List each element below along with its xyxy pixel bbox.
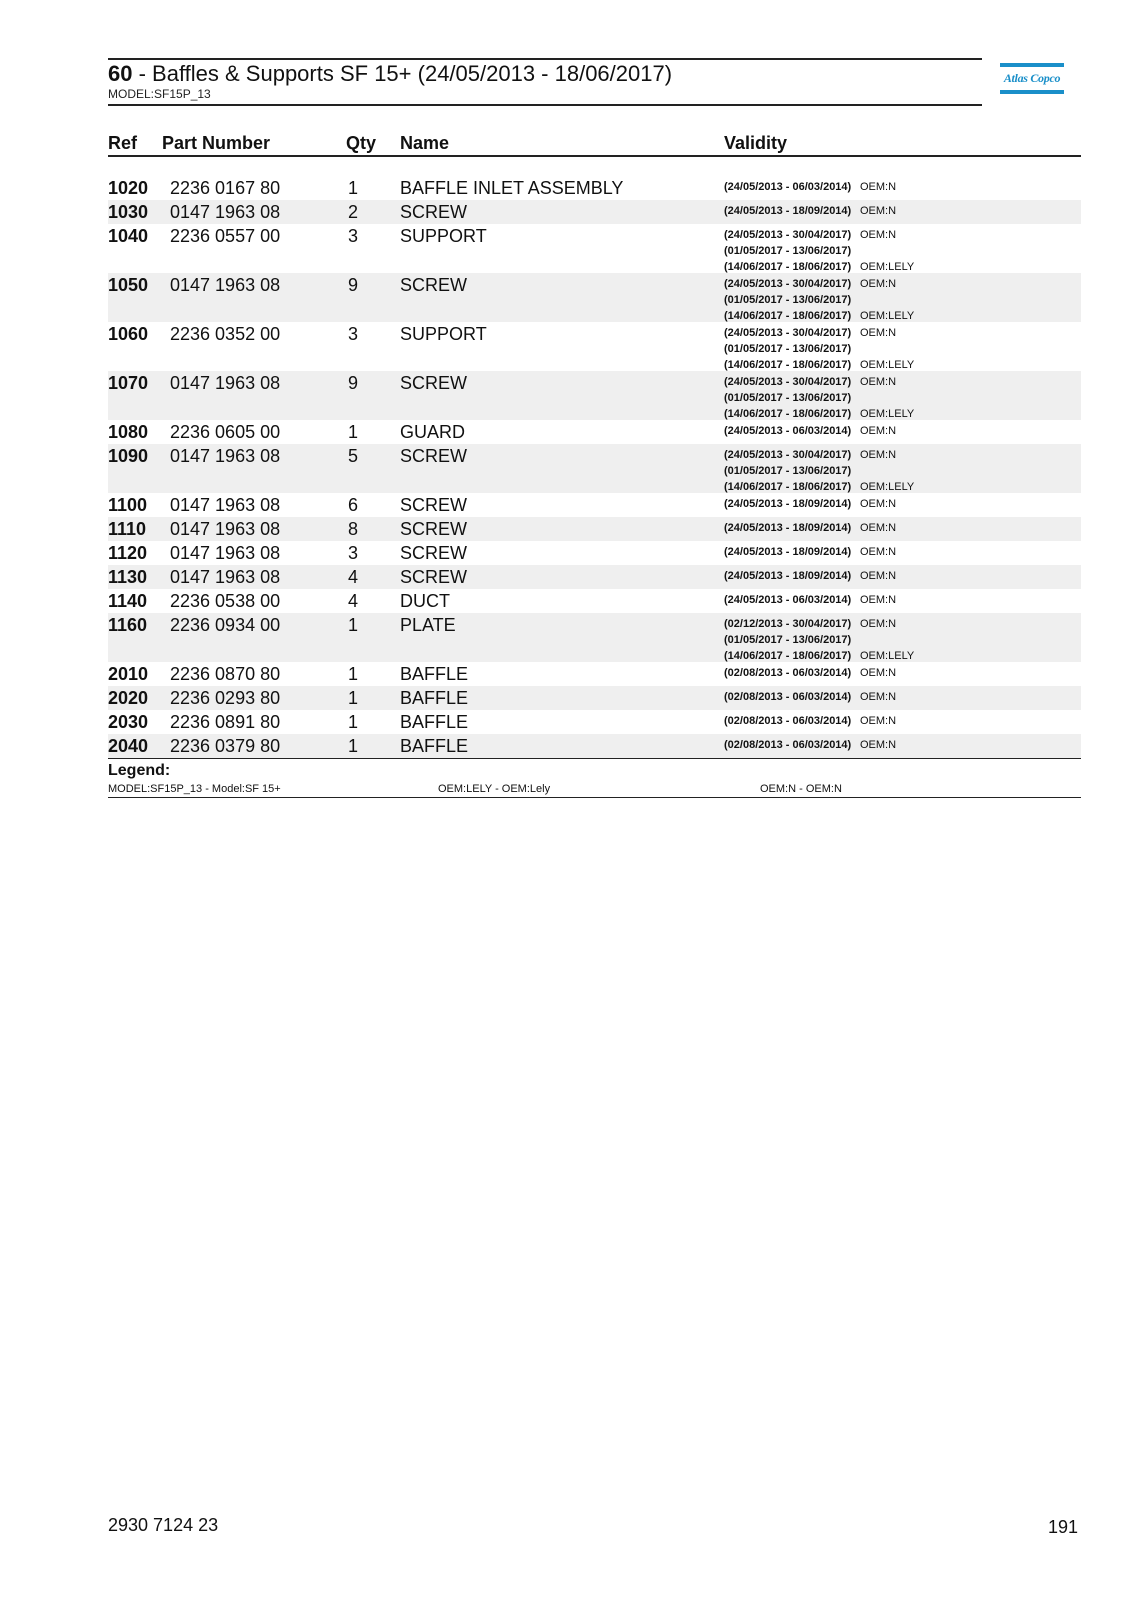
table-header (108, 130, 1081, 157)
page-number: 191 (1048, 1517, 1079, 1537)
name-cell: SCREW (400, 543, 467, 563)
validity-oem: OEM:N (860, 691, 897, 703)
legend-title: Legend: (108, 762, 171, 779)
part-number-cell: 2236 0352 00 (170, 324, 281, 344)
validity-range: (14/06/2017 - 18/06/2017) (724, 650, 852, 662)
logo-band-bottom (1000, 90, 1064, 94)
qty-cell: 1 (348, 712, 359, 732)
table-row (108, 541, 1081, 565)
validity-oem: OEM:N (860, 278, 897, 290)
validity-line (724, 665, 1081, 681)
part-number-cell: 0147 1963 08 (170, 373, 281, 393)
header-spacer (108, 157, 1081, 176)
qty-cell: 1 (348, 422, 359, 442)
part-number-cell: 2236 0870 80 (170, 664, 281, 684)
validity-oem: OEM:N (860, 425, 897, 437)
validity-cell (724, 517, 1081, 541)
validity-oem: OEM:LELY (860, 310, 915, 322)
validity-line (724, 463, 1081, 479)
qty-cell: 1 (348, 736, 359, 756)
validity-oem: OEM:LELY (860, 408, 915, 420)
legend-item: OEM:LELY - OEM:Lely (438, 783, 551, 795)
validity-line (724, 496, 1081, 512)
validity-line (724, 227, 1081, 243)
legend-item: MODEL:SF15P_13 - Model:SF 15+ (108, 783, 281, 795)
table-row (108, 710, 1081, 734)
table-row (108, 517, 1081, 541)
validity-cell (724, 493, 1081, 517)
table-row (108, 322, 1081, 371)
validity-oem: OEM:N (860, 181, 897, 193)
part-number-cell: 2236 0605 00 (170, 422, 281, 442)
name-cell: SCREW (400, 446, 467, 466)
validity-line (724, 203, 1081, 219)
table-row (108, 200, 1081, 224)
qty-cell: 8 (348, 519, 359, 539)
parts-table (108, 130, 1081, 798)
validity-oem: OEM:N (860, 522, 897, 534)
validity-range: (02/12/2013 - 30/04/2017) (724, 618, 852, 630)
name-cell: SCREW (400, 275, 467, 295)
validity-oem: OEM:LELY (860, 481, 915, 493)
name-cell: SCREW (400, 567, 467, 587)
name-cell: SUPPORT (400, 226, 487, 246)
part-number-cell: 0147 1963 08 (170, 543, 281, 563)
ref-cell: 2020 (108, 688, 149, 708)
part-number-cell: 2236 0167 80 (170, 178, 281, 198)
validity-line (724, 243, 1081, 259)
validity-range: (24/05/2013 - 06/03/2014) (724, 594, 852, 606)
validity-line (724, 713, 1081, 729)
validity-range: (24/05/2013 - 06/03/2014) (724, 181, 852, 193)
validity-line (724, 632, 1081, 648)
part-number-cell: 0147 1963 08 (170, 519, 281, 539)
validity-oem: OEM:N (860, 498, 897, 510)
model-label: MODEL:SF15P_13 (108, 87, 211, 101)
part-number-cell: 0147 1963 08 (170, 495, 281, 515)
table-row (108, 686, 1081, 710)
qty-cell: 4 (348, 567, 359, 587)
validity-range: (02/08/2013 - 06/03/2014) (724, 691, 852, 703)
validity-cell (724, 322, 1081, 371)
ref-cell: 1060 (108, 324, 149, 344)
validity-range: (24/05/2013 - 30/04/2017) (724, 278, 852, 290)
validity-range: (14/06/2017 - 18/06/2017) (724, 261, 852, 273)
validity-oem: OEM:N (860, 618, 897, 630)
part-number-cell: 0147 1963 08 (170, 446, 281, 466)
qty-cell: 9 (348, 275, 359, 295)
qty-cell: 9 (348, 373, 359, 393)
validity-line (724, 179, 1081, 195)
part-number-cell: 0147 1963 08 (170, 275, 281, 295)
name-cell: GUARD (400, 422, 466, 442)
qty-cell: 1 (348, 688, 359, 708)
validity-line (724, 737, 1081, 753)
validity-range: (24/05/2013 - 18/09/2014) (724, 498, 852, 510)
name-cell: BAFFLE (400, 664, 469, 684)
validity-oem: OEM:LELY (860, 650, 915, 662)
column-header-validity: Validity (724, 133, 788, 153)
ref-cell: 1160 (108, 615, 148, 635)
part-number-cell: 2236 0538 00 (170, 591, 281, 611)
document-number: 2930 7124 23 (108, 1515, 219, 1535)
validity-range: (02/08/2013 - 06/03/2014) (724, 715, 852, 727)
table-row (108, 176, 1081, 200)
validity-range: (14/06/2017 - 18/06/2017) (724, 481, 852, 493)
validity-range: (02/08/2013 - 06/03/2014) (724, 739, 852, 751)
table-row (108, 565, 1081, 589)
qty-cell: 1 (348, 664, 359, 684)
qty-cell: 4 (348, 591, 359, 611)
validity-range: (24/05/2013 - 06/03/2014) (724, 425, 852, 437)
validity-oem: OEM:N (860, 594, 897, 606)
column-header-part-number: Part Number (162, 133, 271, 153)
validity-range: (01/05/2017 - 13/06/2017) (724, 634, 852, 646)
section-number: 60 (108, 61, 133, 86)
part-number-cell: 2236 0379 80 (170, 736, 281, 756)
name-cell: BAFFLE (400, 688, 469, 708)
validity-cell (724, 589, 1081, 613)
validity-cell (724, 686, 1081, 710)
name-cell: SCREW (400, 373, 467, 393)
validity-line (724, 544, 1081, 560)
ref-cell: 1030 (108, 202, 149, 222)
table-row (108, 493, 1081, 517)
ref-cell: 1070 (108, 373, 149, 393)
validity-range: (14/06/2017 - 18/06/2017) (724, 310, 852, 322)
ref-cell: 1120 (108, 543, 148, 563)
validity-cell (724, 541, 1081, 565)
validity-line (724, 423, 1081, 439)
validity-cell (724, 273, 1081, 322)
validity-range: (24/05/2013 - 18/09/2014) (724, 522, 852, 534)
table-row (108, 662, 1081, 686)
validity-cell (724, 200, 1081, 224)
validity-oem: OEM:N (860, 739, 897, 751)
ref-cell: 1110 (108, 519, 147, 539)
validity-range: (02/08/2013 - 06/03/2014) (724, 667, 852, 679)
validity-oem: OEM:N (860, 667, 897, 679)
validity-line (724, 341, 1081, 357)
qty-cell: 3 (348, 543, 359, 563)
page-header (108, 58, 982, 106)
name-cell: SCREW (400, 495, 467, 515)
validity-oem: OEM:LELY (860, 359, 915, 371)
part-number-cell: 2236 0934 00 (170, 615, 281, 635)
validity-oem: OEM:N (860, 376, 897, 388)
validity-cell (724, 662, 1081, 686)
table-row (108, 224, 1081, 273)
validity-oem: OEM:N (860, 570, 897, 582)
validity-cell (724, 734, 1081, 758)
validity-oem: OEM:N (860, 229, 897, 241)
validity-line (724, 592, 1081, 608)
validity-cell (724, 176, 1081, 200)
column-header-name: Name (400, 133, 450, 153)
validity-line (724, 616, 1081, 632)
name-cell: SCREW (400, 202, 467, 222)
validity-range: (24/05/2013 - 18/09/2014) (724, 546, 852, 558)
validity-line (724, 292, 1081, 308)
qty-cell: 3 (348, 226, 359, 246)
validity-range: (24/05/2013 - 18/09/2014) (724, 205, 852, 217)
validity-range: (01/05/2017 - 13/06/2017) (724, 465, 852, 477)
legend-items (108, 781, 1081, 797)
table-row (108, 420, 1081, 444)
qty-cell: 3 (348, 324, 359, 344)
ref-cell: 1050 (108, 275, 149, 295)
validity-cell (724, 565, 1081, 589)
qty-cell: 6 (348, 495, 359, 515)
table-row (108, 371, 1081, 420)
ref-cell: 1100 (108, 495, 148, 515)
validity-cell (724, 613, 1081, 662)
table-row (108, 734, 1081, 758)
validity-oem: OEM:N (860, 327, 897, 339)
part-number-cell: 2236 0293 80 (170, 688, 281, 708)
ref-cell: 2030 (108, 712, 149, 732)
validity-line (724, 276, 1081, 292)
validity-cell (724, 224, 1081, 273)
part-number-cell: 0147 1963 08 (170, 567, 281, 587)
part-number-cell: 2236 0891 80 (170, 712, 281, 732)
validity-cell (724, 371, 1081, 420)
table-body (108, 176, 1081, 758)
validity-line (724, 390, 1081, 406)
validity-oem: OEM:N (860, 546, 897, 558)
validity-cell (724, 444, 1081, 493)
validity-cell (724, 710, 1081, 734)
validity-line (724, 520, 1081, 536)
table-row (108, 273, 1081, 322)
qty-cell: 2 (348, 202, 359, 222)
validity-line (724, 568, 1081, 584)
qty-cell: 5 (348, 446, 359, 466)
validity-line (724, 689, 1081, 705)
name-cell: BAFFLE (400, 736, 469, 756)
ref-cell: 1080 (108, 422, 149, 442)
qty-cell: 1 (348, 615, 359, 635)
validity-range: (01/05/2017 - 13/06/2017) (724, 245, 852, 257)
validity-oem: OEM:N (860, 715, 897, 727)
part-number-cell: 0147 1963 08 (170, 202, 281, 222)
column-header-qty: Qty (346, 133, 377, 153)
ref-cell: 2010 (108, 664, 149, 684)
table-row (108, 444, 1081, 493)
page-title (108, 61, 982, 87)
name-cell: BAFFLE (400, 712, 469, 732)
ref-cell: 1130 (108, 567, 148, 587)
validity-line (724, 447, 1081, 463)
table-row (108, 613, 1081, 662)
section-title: - Baffles & Supports SF 15+ (24/05/2013 - 18/06/2017) (138, 61, 673, 86)
validity-range: (01/05/2017 - 13/06/2017) (724, 392, 852, 404)
validity-range: (14/06/2017 - 18/06/2017) (724, 359, 852, 371)
validity-line (724, 325, 1081, 341)
ref-cell: 1090 (108, 446, 149, 466)
legend (108, 758, 1081, 798)
atlas-copco-logo (1000, 63, 1064, 94)
validity-cell (724, 420, 1081, 444)
name-cell: PLATE (400, 615, 456, 635)
table-row (108, 589, 1081, 613)
name-cell: SUPPORT (400, 324, 487, 344)
ref-cell: 2040 (108, 736, 149, 756)
validity-oem: OEM:N (860, 205, 897, 217)
ref-cell: 1040 (108, 226, 149, 246)
ref-cell: 1020 (108, 178, 149, 198)
validity-range: (01/05/2017 - 13/06/2017) (724, 294, 852, 306)
name-cell: DUCT (400, 591, 450, 611)
validity-range: (01/05/2017 - 13/06/2017) (724, 343, 852, 355)
legend-item: OEM:N - OEM:N (760, 783, 842, 795)
name-cell: SCREW (400, 519, 467, 539)
qty-cell: 1 (348, 178, 359, 198)
validity-range: (24/05/2013 - 30/04/2017) (724, 376, 852, 388)
part-number-cell: 2236 0557 00 (170, 226, 281, 246)
name-cell: BAFFLE INLET ASSEMBLY (400, 178, 624, 198)
validity-oem: OEM:LELY (860, 261, 915, 273)
ref-cell: 1140 (108, 591, 148, 611)
validity-range: (24/05/2013 - 18/09/2014) (724, 570, 852, 582)
validity-line (724, 374, 1081, 390)
logo-text: Atlas Copco (1003, 71, 1061, 85)
validity-range: (24/05/2013 - 30/04/2017) (724, 229, 852, 241)
validity-range: (14/06/2017 - 18/06/2017) (724, 408, 852, 420)
validity-oem: OEM:N (860, 449, 897, 461)
validity-range: (24/05/2013 - 30/04/2017) (724, 449, 852, 461)
column-header-ref: Ref (108, 133, 138, 153)
validity-range: (24/05/2013 - 30/04/2017) (724, 327, 852, 339)
